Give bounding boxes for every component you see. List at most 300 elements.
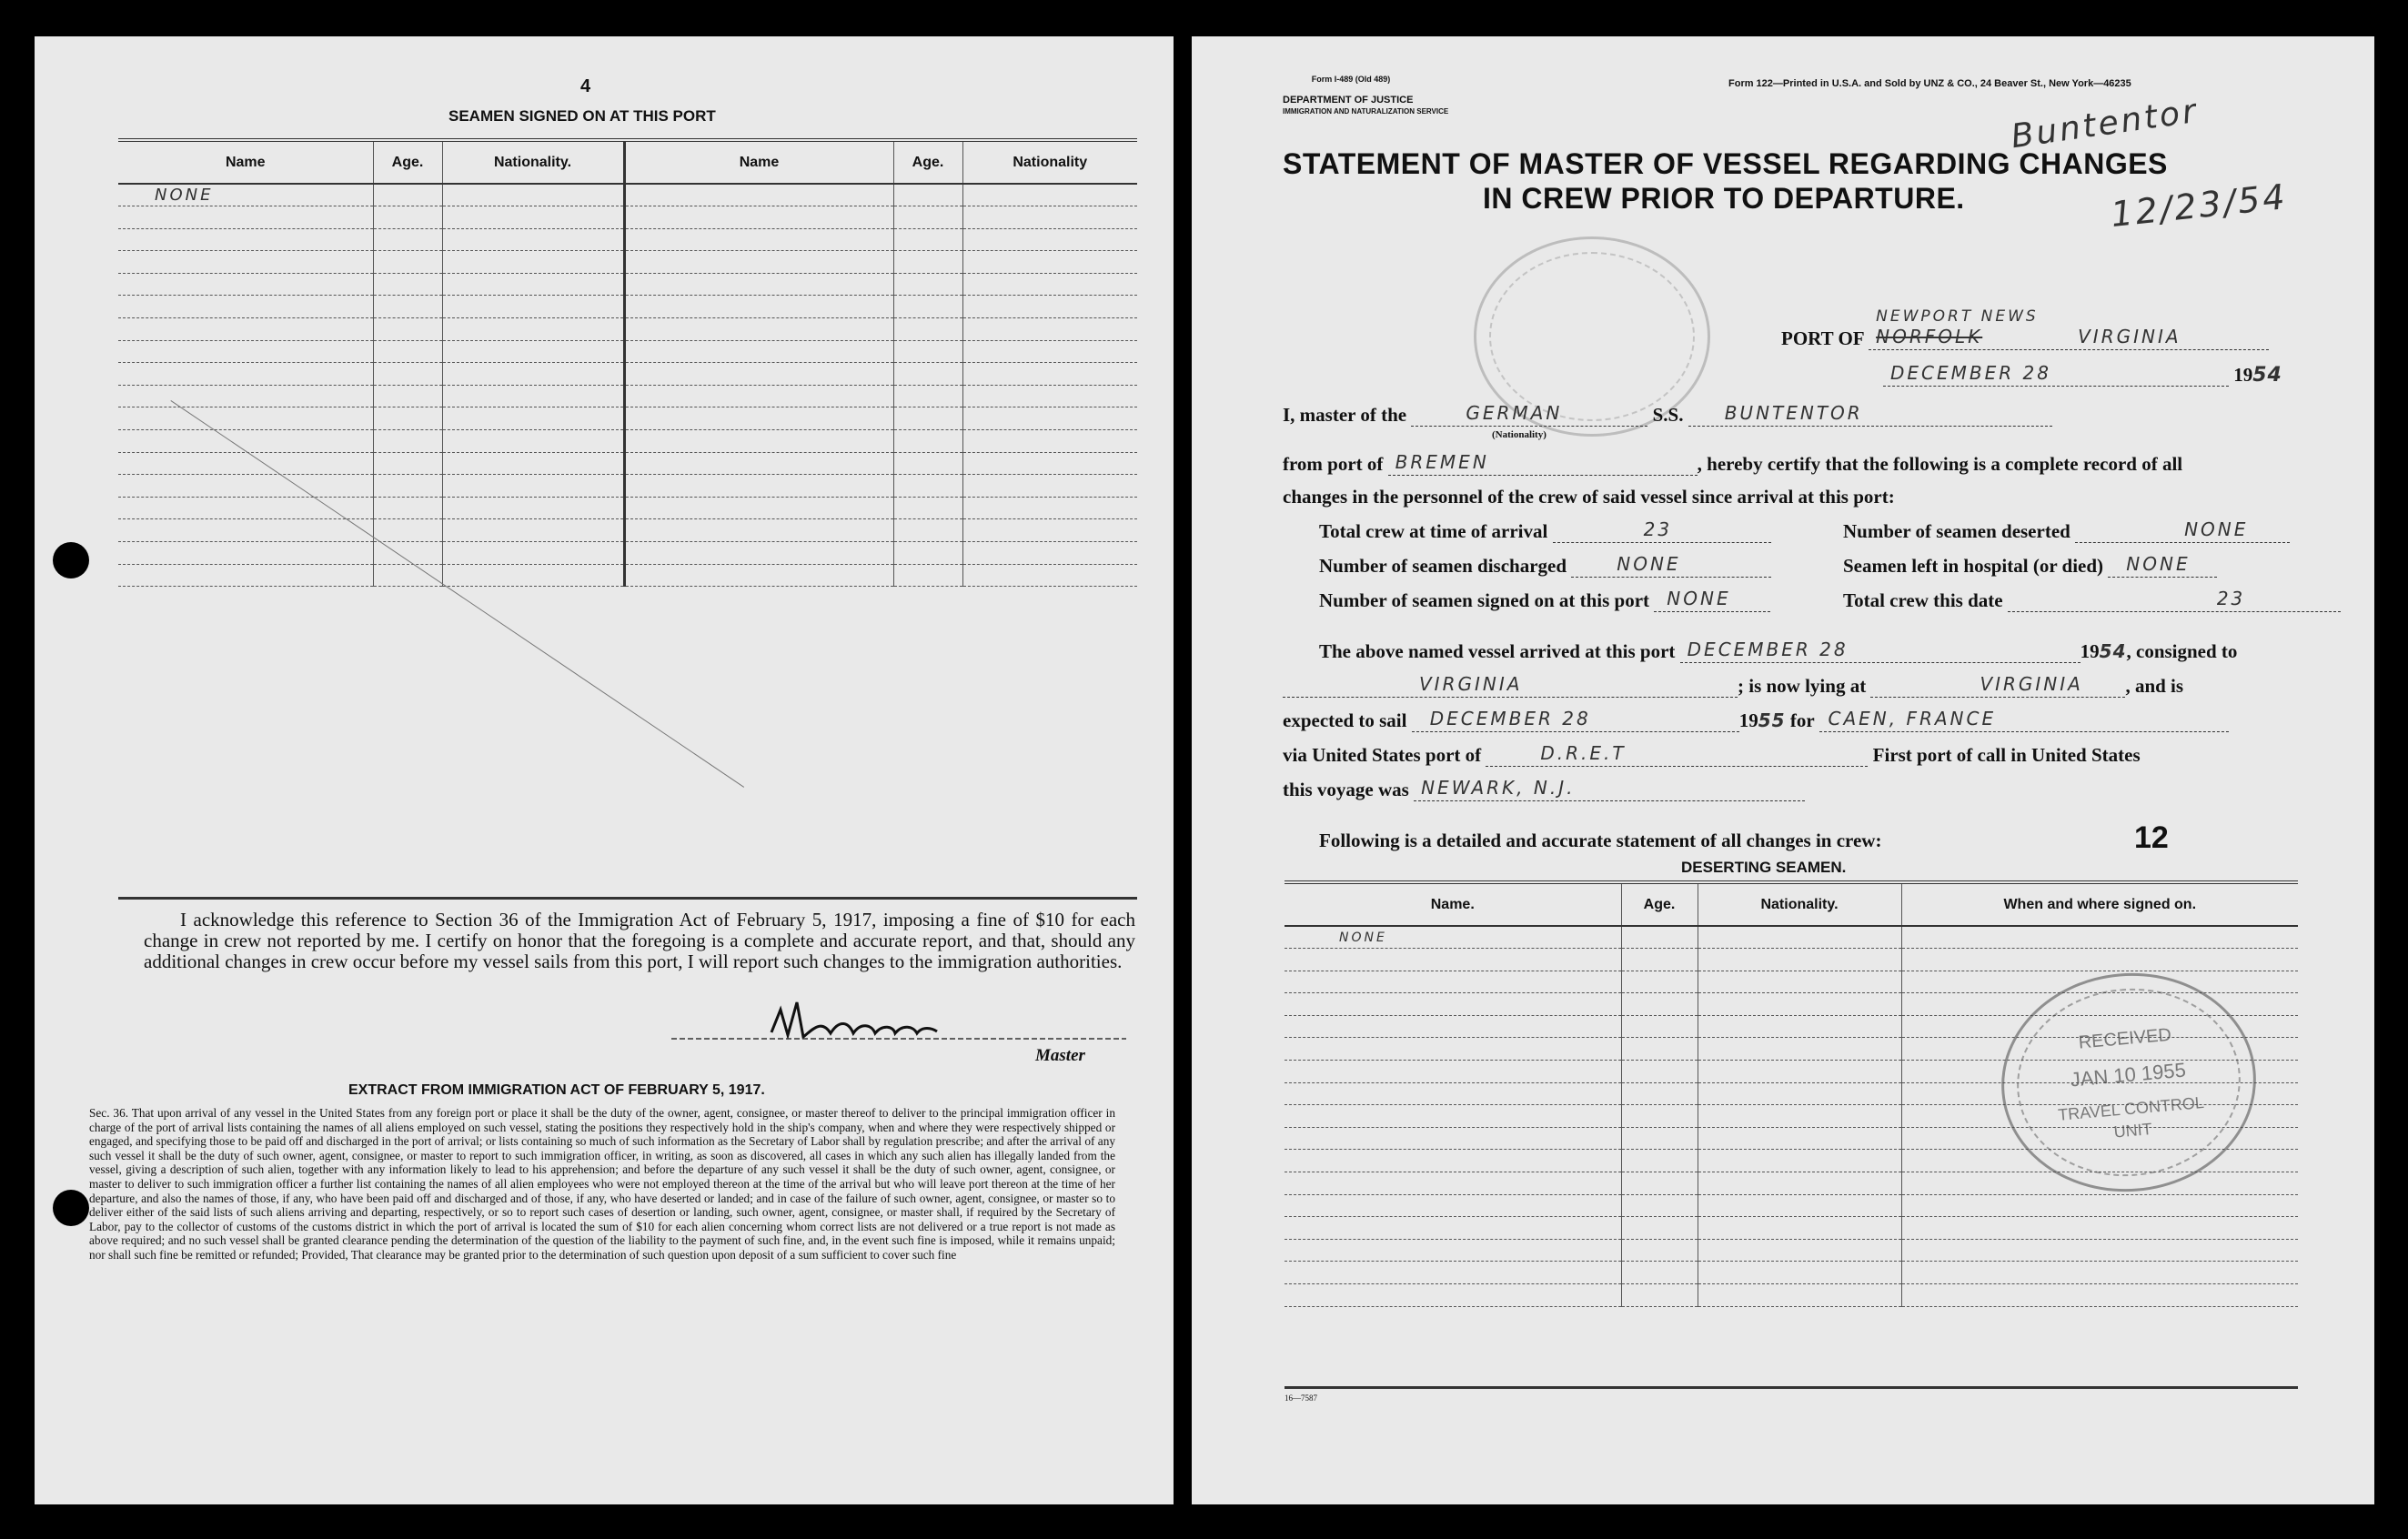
table-cell [373,385,442,407]
table-cell [1285,949,1621,971]
consigned-label: , consigned to [2126,640,2238,662]
stamp-unit: TRAVEL CONTROL [2057,1092,2205,1124]
table-row [118,273,1137,296]
and-is-label: , and is [2125,675,2184,697]
table-cell [893,430,962,453]
first-port-label: First port of call in United States [1872,744,2141,766]
table-cell [373,228,442,251]
lying-value: VIRGINIA [1980,673,2083,695]
table-cell [442,385,624,407]
nationality-field [1411,402,1647,427]
port-state-value: VIRGINIA [2078,326,2181,347]
table-cell [373,273,442,296]
page-number: 12 [2134,820,2169,855]
table-cell [893,542,962,565]
discharged-row [1319,555,1771,578]
table-cell [962,228,1137,251]
table-cell [1698,1150,1901,1172]
table-cell [442,296,624,318]
sail-label: expected to sail [1283,709,1407,731]
table-cell [1285,1082,1621,1105]
table-row [1285,949,2298,971]
total-crew-arrival-label: Total crew at time of arrival [1319,520,1548,542]
table-cell [118,564,373,587]
table-cell [373,206,442,229]
table-cell [962,407,1137,430]
sail-value: DECEMBER 28 [1429,708,1591,729]
table-cell [1698,1127,1901,1150]
table-cell [962,519,1137,542]
table-row [118,564,1137,587]
table-cell [962,184,1137,206]
column-header: Age. [1621,882,1698,926]
table-cell [893,564,962,587]
table-row [118,251,1137,274]
table-cell [624,318,893,341]
table-header [118,140,1137,184]
table-cell [1285,1150,1621,1172]
table-cell [1901,1239,2298,1262]
deserted-label: Number of seamen deserted [1843,520,2070,542]
table-cell [962,497,1137,519]
table-cell [373,475,442,498]
table-cell [1621,971,1698,993]
table-cell [442,251,624,274]
total-crew-date-field [2008,590,2341,612]
table-cell [1698,1061,1901,1083]
table-cell [118,340,373,363]
column-header: Age. [373,140,442,184]
deserted-field [2075,518,2290,543]
table-cell [1621,1127,1698,1150]
table-cell [1285,1194,1621,1217]
table-cell [624,340,893,363]
table-cell [893,206,962,229]
table-cell [1621,949,1698,971]
discharged-label: Number of seamen discharged [1319,555,1567,577]
table-cell [1621,1284,1698,1307]
table-cell [962,564,1137,587]
table-cell [624,385,893,407]
column-header: Nationality. [442,140,624,184]
form-title-line1: STATEMENT OF MASTER OF VESSEL REGARDING CHANGES [1283,147,2168,180]
table-row [118,542,1137,565]
table-row [1285,1262,2298,1284]
table-cell [893,475,962,498]
table-cell [1901,1194,2298,1217]
total-crew-arrival-value: 23 [1643,518,1673,540]
table-cell [893,251,962,274]
table-cell [118,296,373,318]
table-cell [442,452,624,475]
table-cell [1621,1262,1698,1284]
home-port-field [1388,451,1698,476]
table-cell [893,340,962,363]
extract-title: EXTRACT FROM IMMIGRATION ACT OF FEBRUARY 5, 1917. [348,1082,765,1098]
via-label: via United States port of [1283,744,1482,766]
table-cell [442,184,624,206]
table-cell [442,318,624,341]
table-cell [442,340,624,363]
table-cell [624,228,893,251]
home-port-row [1283,453,2182,476]
table-row [118,475,1137,498]
table-cell [1621,1194,1698,1217]
table-cell [1901,926,2298,949]
table-cell [1285,1127,1621,1150]
table-cell [373,497,442,519]
table-cell [624,475,893,498]
handwritten-vessel: Buntentor [2009,92,2201,156]
table-cell [373,519,442,542]
table-cell: NONE [1285,926,1621,949]
table-cell [442,206,624,229]
table-cell [962,385,1137,407]
hospital-row [1843,555,2217,578]
form-id: Form I-489 (Old 489) [1311,75,1391,84]
signed-on-row [1319,589,1770,612]
table-row [118,363,1137,386]
page-title: SEAMEN SIGNED ON AT THIS PORT [448,107,716,125]
table-bottom-rule [118,897,1137,900]
arrived-value: DECEMBER 28 [1687,639,1849,660]
table-row [118,206,1137,229]
home-port-label: from port of [1283,453,1384,475]
right-page [1192,36,2374,1504]
lying-row [1283,675,2183,698]
table-cell [1621,1105,1698,1128]
stamp-unit-2: UNIT [2112,1120,2153,1142]
table-cell [893,519,962,542]
table-cell [1285,1172,1621,1195]
voyage-value: NEWARK, N.J. [1421,777,1576,799]
table-row [118,318,1137,341]
table-bottom-rule [1285,1386,2298,1389]
destination-value: CAEN, FRANCE [1828,708,1997,729]
table-cell [962,206,1137,229]
table-cell [1621,1015,1698,1038]
sail-year-prefix: 19 [1738,709,1758,731]
table-cell [893,318,962,341]
table-cell [1698,1015,1901,1038]
master-row [1283,404,2052,427]
table-cell [1285,993,1621,1016]
hospital-value: NONE [2126,553,2191,575]
table-cell [1285,1284,1621,1307]
table-cell [962,430,1137,453]
table-cell [1901,1284,2298,1307]
table-cell [624,251,893,274]
punch-hole [53,1190,89,1226]
table-cell [1698,1105,1901,1128]
home-port-value: BREMEN [1395,451,1489,473]
table-cell: NONE [118,184,373,206]
signed-on-field [1654,590,1770,612]
lying-field [1870,673,2125,698]
table-cell [373,430,442,453]
table-cell [1285,1217,1621,1240]
table-cell [1901,1262,2298,1284]
table-cell [1621,1239,1698,1262]
table-cell [624,564,893,587]
table-cell [893,273,962,296]
destination-field [1819,710,2229,732]
table-cell [1621,1082,1698,1105]
table-cell [962,475,1137,498]
table-cell [1621,1172,1698,1195]
table-cell [624,497,893,519]
table-cell [1621,1150,1698,1172]
table-cell [118,363,373,386]
table-cell [624,452,893,475]
table-cell [1621,1217,1698,1240]
table-row [1285,926,2298,949]
port-struck-value: NORFOLK [1876,326,1983,347]
for-label: for [1789,709,1815,731]
table-cell [1698,1194,1901,1217]
table-cell [442,430,624,453]
table-row [118,430,1137,453]
table-cell [624,407,893,430]
table-cell [1698,949,1901,971]
table-cell [118,407,373,430]
table-row [118,228,1137,251]
table-cell [893,184,962,206]
port-label: PORT OF [1781,327,1864,349]
port-row [1781,307,2269,350]
discharged-field [1571,553,1771,578]
table-cell [442,363,624,386]
stamp-date: JAN 10 1955 [2069,1058,2187,1091]
port-field [1869,307,2269,350]
ship-value: BUNTENTOR [1724,402,1863,424]
table-cell [624,184,893,206]
year-suffix: 54 [2252,364,2282,387]
signed-on-value: NONE [1667,588,1731,609]
sail-row [1283,709,2229,732]
table-cell [962,452,1137,475]
table-row [118,296,1137,318]
table-cell [118,251,373,274]
voyage-row [1283,779,1805,801]
service: IMMIGRATION AND NATURALIZATION SERVICE [1283,107,1449,116]
table-cell [442,475,624,498]
consignee-value: VIRGINIA [1419,673,1523,695]
table-cell [893,363,962,386]
table-cell [893,407,962,430]
table-cell [1698,1038,1901,1061]
table-cell [962,340,1137,363]
via-value: D.R.E.T [1540,742,1627,764]
column-header: When and where signed on. [1901,882,2298,926]
left-page [35,36,1174,1504]
table-cell [373,296,442,318]
table-cell [118,273,373,296]
table-cell [118,228,373,251]
total-crew-date-value: 23 [2216,588,2246,609]
table-cell [118,206,373,229]
table-row [118,519,1137,542]
extract-text: Sec. 36. That upon arrival of any vessel in the United States from any foreign port or place it shall be the duty of the owner, agent, consignee, or master thereof to deliver to the principal immigration officer in charge of the port of arrival lists containing the names of all aliens employed on such vessel, stating the positions they respectively hold in the ship's company, when and where they were respectively shipped or engaged, and specifying those to be paid off and discharged in the port of arrival; or lists containing so much of such information as the Secretary of Labor shall by regulation prescribe; and after the arrival of any such vessel it shall be the duty of such owner, agent, consignee, or master to report to such immigration officer, in writing, as soon as discovered, all cases in which any such alien has illegally landed from the vessel, giving a description of such alien, together with any information likely to lead to his apprehension; and before the departure of any such vessel it shall be the duty of such owner, agent, consignee, or master to deliver to such immigration officer a further list containing the names of all alien employees who were not employed thereon at the time of the arrival but who will leave port thereon at the time of her departure, and also the names of those, if any, who have been paid off and discharged and of those, if any, who have deserted or landed; and in case of the failure of such owner, agent, consignee, or master so to deliver either of the said lists of such aliens arriving and departing, respectively, or so to report such cases of desertion or landing, such owner, agent, consignee, or master shall, if required by the Secretary of Labor, pay to the collector of customs of the customs district in which the port of arrival is located the sum of $10 for each alien concerning whom correct lists are not delivered or a true report is not made as above required; and no such vessel shall be granted clearance pending the determination of the question of the liability to the payment of such fine, and, in the event such fine is imposed, while it remains unpaid; nor shall such fine be remitted or refunded; Provided, That clearance may be granted prior to the determination of such question upon deposit of a sum sufficient to cover such fine [89,1106,1115,1262]
table-cell [1285,1239,1621,1262]
table-cell [1285,1015,1621,1038]
table-cell [1621,926,1698,949]
table-cell [893,385,962,407]
table-cell [1698,1262,1901,1284]
table-cell [1901,1217,2298,1240]
arrived-label: The above named vessel arrived at this port [1319,640,1676,662]
total-crew-date-row [1843,589,2341,612]
column-header: Name [624,140,893,184]
table-cell [1285,971,1621,993]
table-cell [962,363,1137,386]
table-cell [624,519,893,542]
table-cell [893,452,962,475]
table-cell [624,206,893,229]
arrived-year-suffix: 54 [2099,640,2127,662]
table-cell [1698,1217,1901,1240]
table-row [1285,1217,2298,1240]
table-cell [1285,1038,1621,1061]
printer-line: Form 122—Printed in U.S.A. and Sold by UNZ & CO., 24 Beaver St., New York—46235 [1728,78,2131,89]
table-row [118,385,1137,407]
column-header: Age. [893,140,962,184]
sail-year-suffix: 55 [1758,709,1786,731]
table-cell [1621,1061,1698,1083]
table-cell [1698,1082,1901,1105]
table-cell [442,497,624,519]
table-cell [1285,1061,1621,1083]
table-cell [442,542,624,565]
nationality-caption: (Nationality) [1492,429,1547,440]
via-row [1283,744,2141,767]
table-header [1285,882,2298,926]
stamp-received: RECEIVED [2077,1024,2172,1053]
table-cell [1901,949,2298,971]
table-cell [442,407,624,430]
voyage-field [1414,777,1805,801]
table-cell [1698,971,1901,993]
table-cell [962,296,1137,318]
total-crew-arrival-field [1553,518,1771,543]
table-cell [624,430,893,453]
hospital-label: Seamen left in hospital (or died) [1843,555,2104,577]
column-header: Name [118,140,373,184]
table-cell [893,228,962,251]
table-cell [118,475,373,498]
ss-label: S.S. [1652,404,1684,426]
date-field [1883,362,2229,387]
master-of-label: I, master of the [1283,404,1407,426]
table-cell [118,497,373,519]
table-cell [962,318,1137,341]
deserted-row [1843,520,2290,543]
table-cell [118,318,373,341]
table-cell [1698,1284,1901,1307]
column-header: Nationality [962,140,1137,184]
table-cell [373,407,442,430]
table-cell [373,184,442,206]
department: DEPARTMENT OF JUSTICE [1283,95,1414,106]
table-cell [118,430,373,453]
table-row [118,184,1137,206]
table-row [118,497,1137,519]
table-cell [1285,1262,1621,1284]
table-cell [893,497,962,519]
port-above-value: NEWPORT NEWS [1876,307,2039,326]
table-cell [1698,926,1901,949]
table-cell [442,564,624,587]
deserting-title: DESERTING SEAMEN. [1681,859,1847,876]
table-cell [118,542,373,565]
sail-field [1412,710,1739,732]
discharged-value: NONE [1617,553,1681,575]
hospital-field [2108,553,2217,578]
total-crew-arrival-row [1319,520,1771,543]
date-value: DECEMBER 28 [1890,362,2051,384]
table-cell [624,273,893,296]
table-cell [118,385,373,407]
acknowledgment-text: I acknowledge this reference to Section 36 of the Immigration Act of February 5, 1917, imposing a fine of $10 for each change in crew not reported by me. I certify on honor that the foregoing is a complete and accurate report, and that, should any additional changes in crew occur before my vessel sails from this port, I will report such changes to the immigration authorities. [144,909,1135,972]
table-cell [624,296,893,318]
table-cell [373,251,442,274]
table-cell [893,296,962,318]
table-row [1285,1284,2298,1307]
lying-label: ; is now lying at [1738,675,1867,697]
page-number: 4 [580,76,591,96]
table-row [118,407,1137,430]
table-cell [1285,1105,1621,1128]
changes-text: changes in the personnel of the crew of said vessel since arrival at this port: [1283,486,1895,508]
signed-on-label: Number of seamen signed on at this port [1319,589,1650,611]
punch-hole [53,542,89,578]
table-cell [962,542,1137,565]
table-cell [118,519,373,542]
table-cell [1621,993,1698,1016]
total-crew-date-label: Total crew this date [1843,589,2003,611]
table-cell [442,228,624,251]
column-header: Name. [1285,882,1621,926]
form-title-line2: IN CREW PRIOR TO DEPARTURE. [1483,182,1965,215]
table-cell [1698,1172,1901,1195]
column-header: Nationality. [1698,882,1901,926]
signed-on-table [118,138,1137,587]
table-cell [962,251,1137,274]
table-cell [624,542,893,565]
consignee-field [1283,673,1738,698]
signature-label: Master [1035,1046,1085,1065]
table-cell [373,318,442,341]
table-cell [624,363,893,386]
via-field [1486,742,1868,767]
arrived-row [1319,640,2237,663]
table-cell [962,273,1137,296]
footer-code: 16—7587 [1285,1393,1317,1403]
table-cell [118,452,373,475]
deserted-value: NONE [2184,518,2249,540]
table-cell [1698,1239,1901,1262]
table-cell [373,340,442,363]
following-text: Following is a detailed and accurate statement of all changes in crew: [1319,830,1882,851]
voyage-label: this voyage was [1283,779,1409,800]
table-row [118,452,1137,475]
table-cell [1621,1038,1698,1061]
year-prefix: 19 [2233,364,2253,386]
nationality-value: GERMAN [1466,402,1563,424]
table-cell [373,363,442,386]
arrived-year-prefix: 19 [2080,640,2100,662]
handwritten-date: 12/23/54 [2109,176,2290,236]
